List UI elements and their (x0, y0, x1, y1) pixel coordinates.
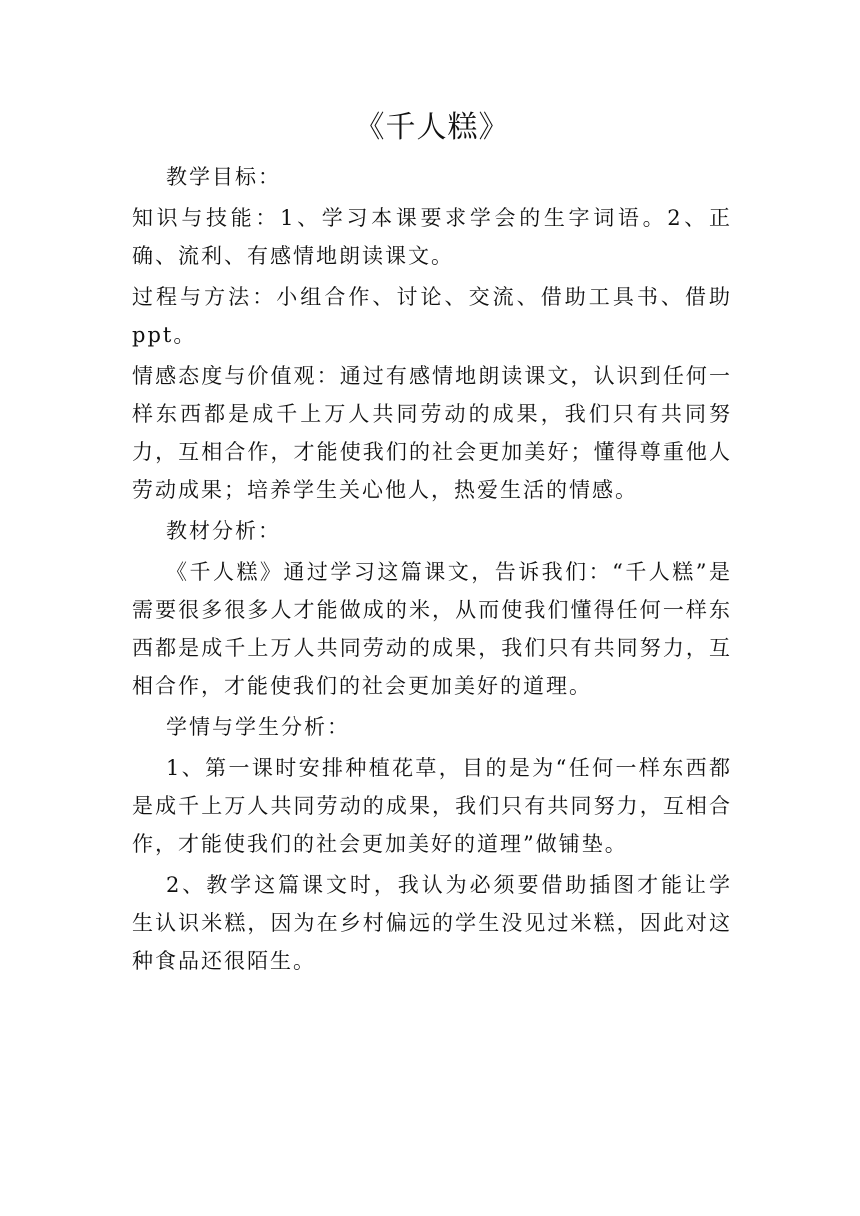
paragraph-knowledge-skills: 知识与技能：1、学习本课要求学会的生字词语。2、正确、流利、有感情地朗读课文。 (132, 206, 732, 268)
heading-material-analysis: 教材分析： (166, 519, 281, 543)
paragraph-material-analysis: 《千人糕》通过学习这篇课文，告诉我们：“千人糕”是需要很多很多人才能做成的米，从而使我们懂得任何一样东西都是成千上万人共同劳动的成果，我们只有共同努力，互相合作，才能使我们的社会更加美好的道理。 (132, 560, 732, 698)
heading-teaching-goals: 教学目标： (166, 165, 281, 189)
document-title: 《千人糕》 (354, 110, 510, 145)
heading-student-analysis: 学情与学生分析： (166, 715, 350, 739)
paragraph-emotion-values: 情感态度与价值观：通过有感情地朗读课文，认识到任何一样东西都是成千上万人共同劳动的成果，我们只有共同努力，互相合作，才能使我们的社会更加美好；懂得尊重他人劳动成果；培养学生关心他人，热爱生活的情感。 (132, 364, 732, 502)
paragraph-student-analysis-2: 2、教学这篇课文时，我认为必须要借助插图才能让学生认识米糕，因为在乡村偏远的学生没见过米糕，因此对这种食品还很陌生。 (132, 873, 732, 973)
paragraph-process-method: 过程与方法：小组合作、讨论、交流、借助工具书、借助ppt。 (132, 285, 732, 347)
document-page (132, 100, 732, 983)
paragraph-student-analysis-1: 1、第一课时安排种植花草，目的是为“任何一样东西都是成千上万人共同劳动的成果，我们只有共同努力，互相合作，才能使我们的社会更加美好的道理”做铺垫。 (132, 756, 732, 856)
